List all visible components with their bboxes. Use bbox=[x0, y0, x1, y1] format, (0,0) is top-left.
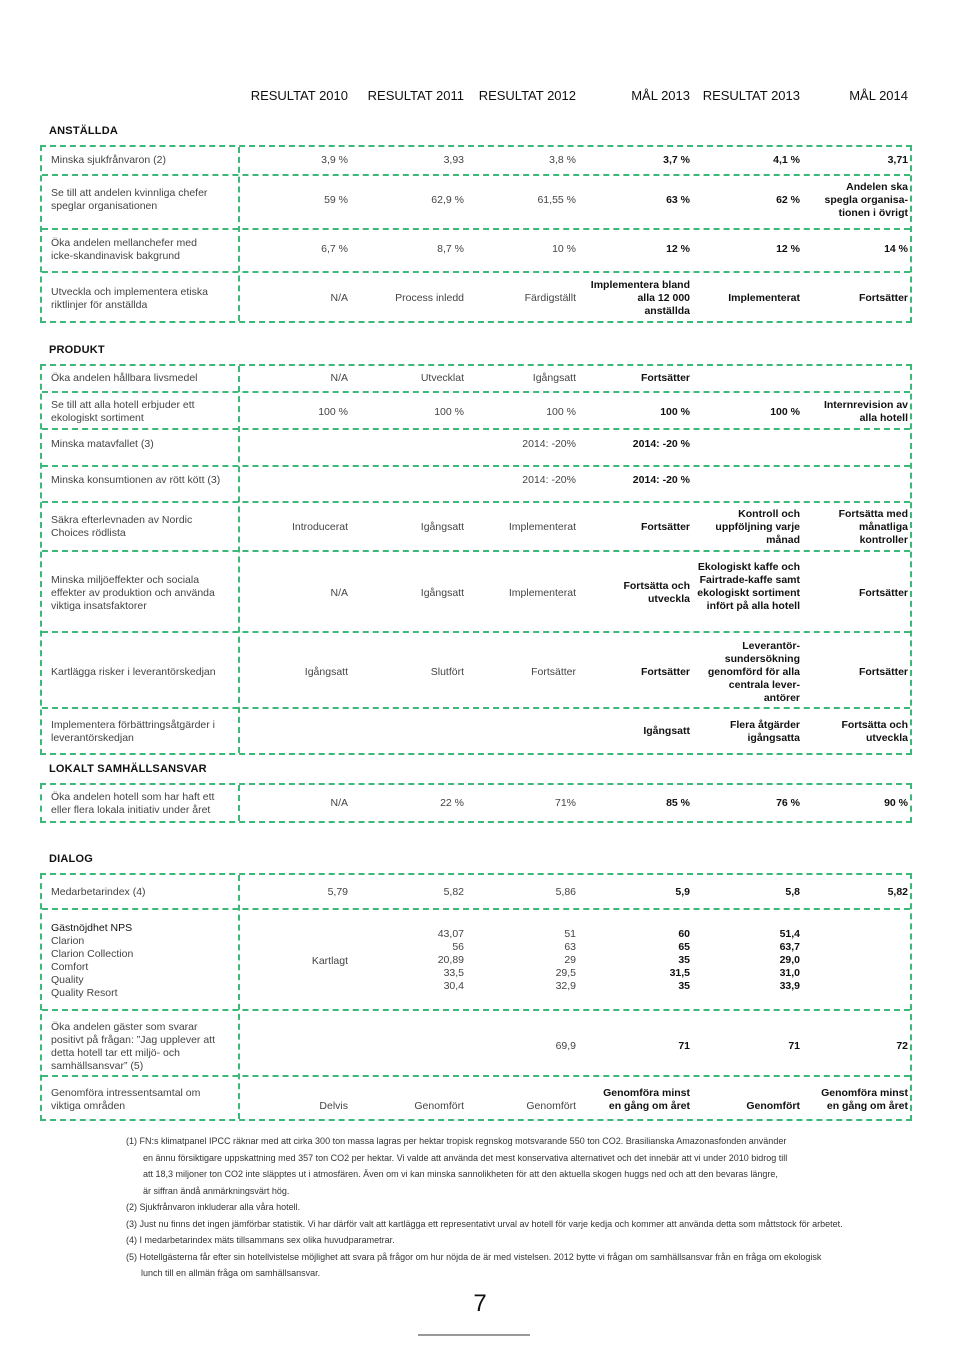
cell-value: 100 % bbox=[546, 406, 576, 418]
cell-value: 33,5 bbox=[443, 967, 464, 979]
table-produkt bbox=[40, 364, 912, 755]
cell-value: 12 % bbox=[666, 243, 690, 255]
nps-values-2013 bbox=[780, 928, 800, 993]
cell-value: 29,5 bbox=[555, 967, 576, 979]
cell-value: 3,9 % bbox=[321, 154, 348, 166]
cell-value: Fortsätter bbox=[640, 372, 690, 384]
nps-brand: Quality bbox=[51, 974, 84, 986]
nps-brand: Clarion bbox=[51, 935, 85, 947]
cell-value: 8,7 % bbox=[437, 243, 464, 255]
row-label: Minska matavfallet (3) bbox=[51, 438, 154, 450]
cell-value: Igångsatt bbox=[420, 521, 464, 533]
cell-value: 51,4 bbox=[779, 928, 800, 940]
row-divider bbox=[42, 174, 910, 176]
row-label: Implementera förbättringsåtgärder i leverantörskedjan bbox=[51, 719, 215, 744]
row-label: Genomföra intressentsamtal om viktiga områden bbox=[51, 1087, 201, 1112]
nps-values-mal-2013 bbox=[670, 928, 690, 993]
cell-value: 65 bbox=[678, 941, 690, 953]
cell-value: 71 bbox=[678, 1040, 690, 1052]
cell-value: N/A bbox=[330, 797, 348, 809]
footnote-3: (3) Just nu finns det ingen jämförbar statistik. Vi har därför valt att kartlägga ett representativt urval av hotell för varje kedja och kommer att använda detta som måttstock för arbetet. bbox=[126, 1219, 843, 1229]
cell-value: 85 % bbox=[666, 797, 690, 809]
row-divider bbox=[42, 271, 910, 273]
cell-value: Igångsatt bbox=[643, 725, 690, 737]
cell-value: Utvecklat bbox=[420, 372, 464, 384]
cell-value: 62,9 % bbox=[431, 194, 464, 206]
cell-value: Fortsätta med månatliga kontroller bbox=[838, 508, 908, 546]
row-label: Se till att alla hotell erbjuder ett ekologiskt sortiment bbox=[51, 399, 195, 424]
cell-value: N/A bbox=[330, 292, 348, 304]
cell-value: 100 % bbox=[318, 406, 348, 418]
cell-value: 30,4 bbox=[443, 980, 464, 992]
cell-value: 71 bbox=[788, 1040, 800, 1052]
cell-value: 3,71 bbox=[887, 154, 908, 166]
cell-value: Genomfört bbox=[526, 1100, 576, 1112]
cell-value: 100 % bbox=[434, 406, 464, 418]
cell-value: Fortsätter bbox=[858, 666, 908, 678]
cell-value: 76 % bbox=[776, 797, 800, 809]
section-title-lokalt: LOKALT SAMHÄLLSANSVAR bbox=[49, 763, 207, 775]
cell-value: 60 bbox=[678, 928, 690, 940]
row-label: Minska miljöeffekter och sociala effekter av produktion och använda viktiga insatsfaktorer bbox=[51, 574, 215, 612]
cell-value: 43,07 bbox=[437, 928, 464, 940]
cell-value: 4,1 % bbox=[773, 154, 800, 166]
row-label: Medarbetarindex (4) bbox=[51, 886, 146, 898]
cell-value: Ekologiskt kaffe och Fairtrade-kaffe samt ekologiskt sortiment infört på alla hotell bbox=[697, 561, 800, 612]
cell-value: 59 % bbox=[324, 194, 348, 206]
header-resultat-2013: RESULTAT 2013 bbox=[702, 88, 800, 103]
cell-value: 35 bbox=[678, 954, 690, 966]
cell-value: 71% bbox=[554, 797, 576, 809]
cell-value: Igångsatt bbox=[420, 587, 464, 599]
cell-value: 12 % bbox=[776, 243, 800, 255]
cell-value: 22 % bbox=[440, 797, 464, 809]
cell-value: 32,9 bbox=[555, 980, 576, 992]
cell-value: 6,7 % bbox=[321, 243, 348, 255]
cell-value: 100 % bbox=[770, 406, 800, 418]
cell-value: Implementerat bbox=[508, 587, 576, 599]
cell-value: Fortsätter bbox=[858, 587, 908, 599]
cell-value: 62 % bbox=[776, 194, 800, 206]
cell-value: Genomföra minst en gång om året bbox=[603, 1087, 690, 1112]
cell-value: Genomföra minst en gång om året bbox=[821, 1087, 908, 1112]
section-title-anstallda: ANSTÄLLDA bbox=[49, 125, 119, 137]
section-title-produkt: PRODUKT bbox=[49, 344, 105, 356]
cell-value: 33,9 bbox=[779, 980, 800, 992]
header-resultat-2012: RESULTAT 2012 bbox=[478, 88, 576, 103]
row-divider bbox=[42, 228, 910, 230]
cell-value: Kartlagt bbox=[311, 955, 348, 967]
row-divider bbox=[42, 501, 910, 503]
cell-value: 100 % bbox=[660, 406, 690, 418]
header-resultat-2010: RESULTAT 2010 bbox=[250, 88, 348, 103]
row-label: Öka andelen gäster som svarar positivt på frågan: ”Jag upplever att detta hotell tar ett miljö- och samhällsansvar” (5) bbox=[51, 1021, 216, 1072]
cell-value: 2014: -20 % bbox=[632, 474, 690, 486]
nps-values-2011 bbox=[438, 928, 464, 993]
cell-value: Andelen ska spegla organisa-tionen i övrigt bbox=[824, 181, 908, 219]
row-divider bbox=[42, 391, 910, 393]
cell-value: 29 bbox=[564, 954, 576, 966]
cell-value: 51 bbox=[564, 928, 576, 940]
row-divider bbox=[42, 1009, 910, 1011]
row-divider bbox=[42, 631, 910, 633]
cell-value: Flera åtgärder igångsatta bbox=[729, 719, 800, 744]
cell-value: Fortsätter bbox=[858, 292, 908, 304]
header-mal-2013: MÅL 2013 bbox=[631, 88, 690, 103]
cell-value: Internrevision av alla hotell bbox=[823, 399, 908, 424]
cell-value: Fortsätta och utveckla bbox=[841, 719, 908, 744]
row-divider bbox=[42, 465, 910, 467]
row-label: Minska sjukfrånvaron (2) bbox=[51, 154, 166, 166]
nps-brand: Quality Resort bbox=[51, 987, 118, 999]
footnote-1-cont: att 18,3 miljoner ton CO2 inte släpptes ut i atmosfären. Även om vi kan minska sannolikheten för att den aktuella skogen huggs ned och att den bevaras längre, bbox=[143, 1169, 778, 1179]
column-divider bbox=[238, 366, 240, 753]
cell-value: 5,9 bbox=[675, 886, 690, 898]
cell-value: 5,86 bbox=[555, 886, 576, 898]
table-anstallda bbox=[40, 145, 912, 323]
row-divider bbox=[42, 1075, 910, 1077]
table-lokalt bbox=[40, 783, 912, 823]
cell-value: 69,9 bbox=[555, 1040, 576, 1052]
footnote-1-cont: en ännu försiktigare uppskattning med 357 ton CO2 per hektar. Vi valde att använda det mest konservativa alternativet och det innebär att vi under 2010 bidrog till bbox=[143, 1153, 788, 1163]
row-label: Gästnöjdhet NPS bbox=[51, 922, 133, 934]
cell-value: 5,82 bbox=[443, 886, 464, 898]
cell-value: Genomfört bbox=[746, 1100, 800, 1112]
footnote-2: (2) Sjukfrånvaron inkluderar alla våra hotell. bbox=[126, 1202, 301, 1212]
cell-value: 5,8 bbox=[785, 886, 800, 898]
cell-value: 72 bbox=[896, 1040, 908, 1052]
row-label: Utveckla och implementera etiska riktlinjer för anställda bbox=[51, 286, 208, 311]
section-title-dialog: DIALOG bbox=[49, 853, 93, 865]
cell-value: Leverantör-sundersökning genomförd för alla centrala lever-antörer bbox=[707, 640, 800, 704]
cell-value: 2014: -20 % bbox=[632, 438, 690, 450]
footnote-4: (4) I medarbetarindex mäts tillsammans sex olika huvudparametrar. bbox=[126, 1235, 395, 1245]
cell-value: 63 % bbox=[666, 194, 690, 206]
cell-value: 10 % bbox=[552, 243, 576, 255]
cell-value: Delvis bbox=[319, 1100, 348, 1112]
footnote-1: (1) FN:s klimatpanel IPCC räknar med att cirka 300 ton massa lagras per hektar tropisk regnskog motsvarande 550 ton CO2. Brasilianska Amazonasfonden använder bbox=[126, 1136, 787, 1146]
cell-value: 29,0 bbox=[779, 954, 800, 966]
cell-value: 90 % bbox=[884, 797, 908, 809]
row-label: Öka andelen mellanchefer med icke-skandinavisk bakgrund bbox=[51, 237, 197, 262]
cell-value: Slutfört bbox=[430, 666, 464, 678]
row-label: Öka andelen hotell som har haft ett eller flera lokala initiativ under året bbox=[51, 791, 215, 816]
cell-value: 3,8 % bbox=[549, 154, 576, 166]
cell-value: N/A bbox=[330, 372, 348, 384]
row-divider bbox=[42, 428, 910, 430]
cell-value: 2014: -20% bbox=[522, 474, 576, 486]
row-divider bbox=[42, 707, 910, 709]
cell-value: 56 bbox=[452, 941, 464, 953]
footnote-5: (5) Hotellgästerna får efter sin hotellvistelse möjlighet att svara på frågor om hur nöjda de är med vistelsen. 2012 bytte vi frågan om samhällsansvar från en fråga om ekologisk bbox=[126, 1252, 822, 1262]
cell-value: 63,7 bbox=[779, 941, 800, 953]
cell-value: 5,82 bbox=[887, 886, 908, 898]
cell-value: Implementerat bbox=[508, 521, 576, 533]
footnote-1-cont: är siffran ändå anmärkningsvärt hög. bbox=[143, 1186, 290, 1196]
cell-value: Fortsätta och utveckla bbox=[623, 580, 690, 605]
cell-value: 35 bbox=[678, 980, 690, 992]
row-label: Öka andelen hållbara livsmedel bbox=[51, 372, 198, 384]
cell-value: N/A bbox=[330, 587, 348, 599]
cell-value: Fortsätter bbox=[531, 666, 576, 678]
nps-brand: Comfort bbox=[51, 961, 89, 973]
header-mal-2014: MÅL 2014 bbox=[849, 88, 908, 103]
cell-value: Implementerat bbox=[728, 292, 800, 304]
cell-value: Process inledd bbox=[395, 292, 464, 304]
cell-value: 61,55 % bbox=[537, 194, 576, 206]
nps-block bbox=[51, 922, 251, 1000]
cell-value: Kontroll och uppföljning varje månad bbox=[715, 508, 800, 546]
cell-value: Igångsatt bbox=[304, 666, 348, 678]
nps-values-2012 bbox=[556, 928, 576, 993]
cell-value: Genomfört bbox=[414, 1100, 464, 1112]
cell-value: 31,0 bbox=[779, 967, 800, 979]
table-dialog bbox=[40, 873, 912, 1121]
cell-value: Färdigställt bbox=[524, 292, 576, 304]
row-divider bbox=[42, 550, 910, 552]
header-resultat-2011: RESULTAT 2011 bbox=[367, 88, 464, 103]
row-label: Kartlägga risker i leverantörskedjan bbox=[51, 666, 216, 678]
cell-value: 20,89 bbox=[437, 954, 464, 966]
cell-value: Igångsatt bbox=[532, 372, 576, 384]
page-number-rule bbox=[418, 1334, 530, 1336]
cell-value: 63 bbox=[564, 941, 576, 953]
cell-value: 3,93 bbox=[443, 154, 464, 166]
footnote-5-cont: lunch till en allmän fråga om samhällsansvar. bbox=[141, 1268, 321, 1278]
cell-value: 2014: -20% bbox=[522, 438, 576, 450]
cell-value: Introducerat bbox=[291, 521, 348, 533]
row-divider bbox=[42, 908, 910, 910]
row-label: Se till att andelen kvinnliga chefer speglar organisationen bbox=[51, 187, 208, 212]
cell-value: 14 % bbox=[884, 243, 908, 255]
cell-value: Fortsätter bbox=[640, 521, 690, 533]
cell-value: Implementera bland alla 12 000 anställda bbox=[590, 279, 690, 317]
page-number: 7 bbox=[473, 1290, 487, 1317]
column-divider bbox=[238, 785, 240, 821]
cell-value: 31,5 bbox=[669, 967, 690, 979]
cell-value: 5,79 bbox=[327, 886, 348, 898]
nps-brand: Clarion Collection bbox=[51, 948, 134, 960]
cell-value: Fortsätter bbox=[640, 666, 690, 678]
row-label: Minska konsumtionen av rött kött (3) bbox=[51, 474, 221, 486]
row-label: Säkra efterlevnaden av Nordic Choices rödlista bbox=[51, 514, 193, 539]
cell-value: 3,7 % bbox=[663, 154, 690, 166]
